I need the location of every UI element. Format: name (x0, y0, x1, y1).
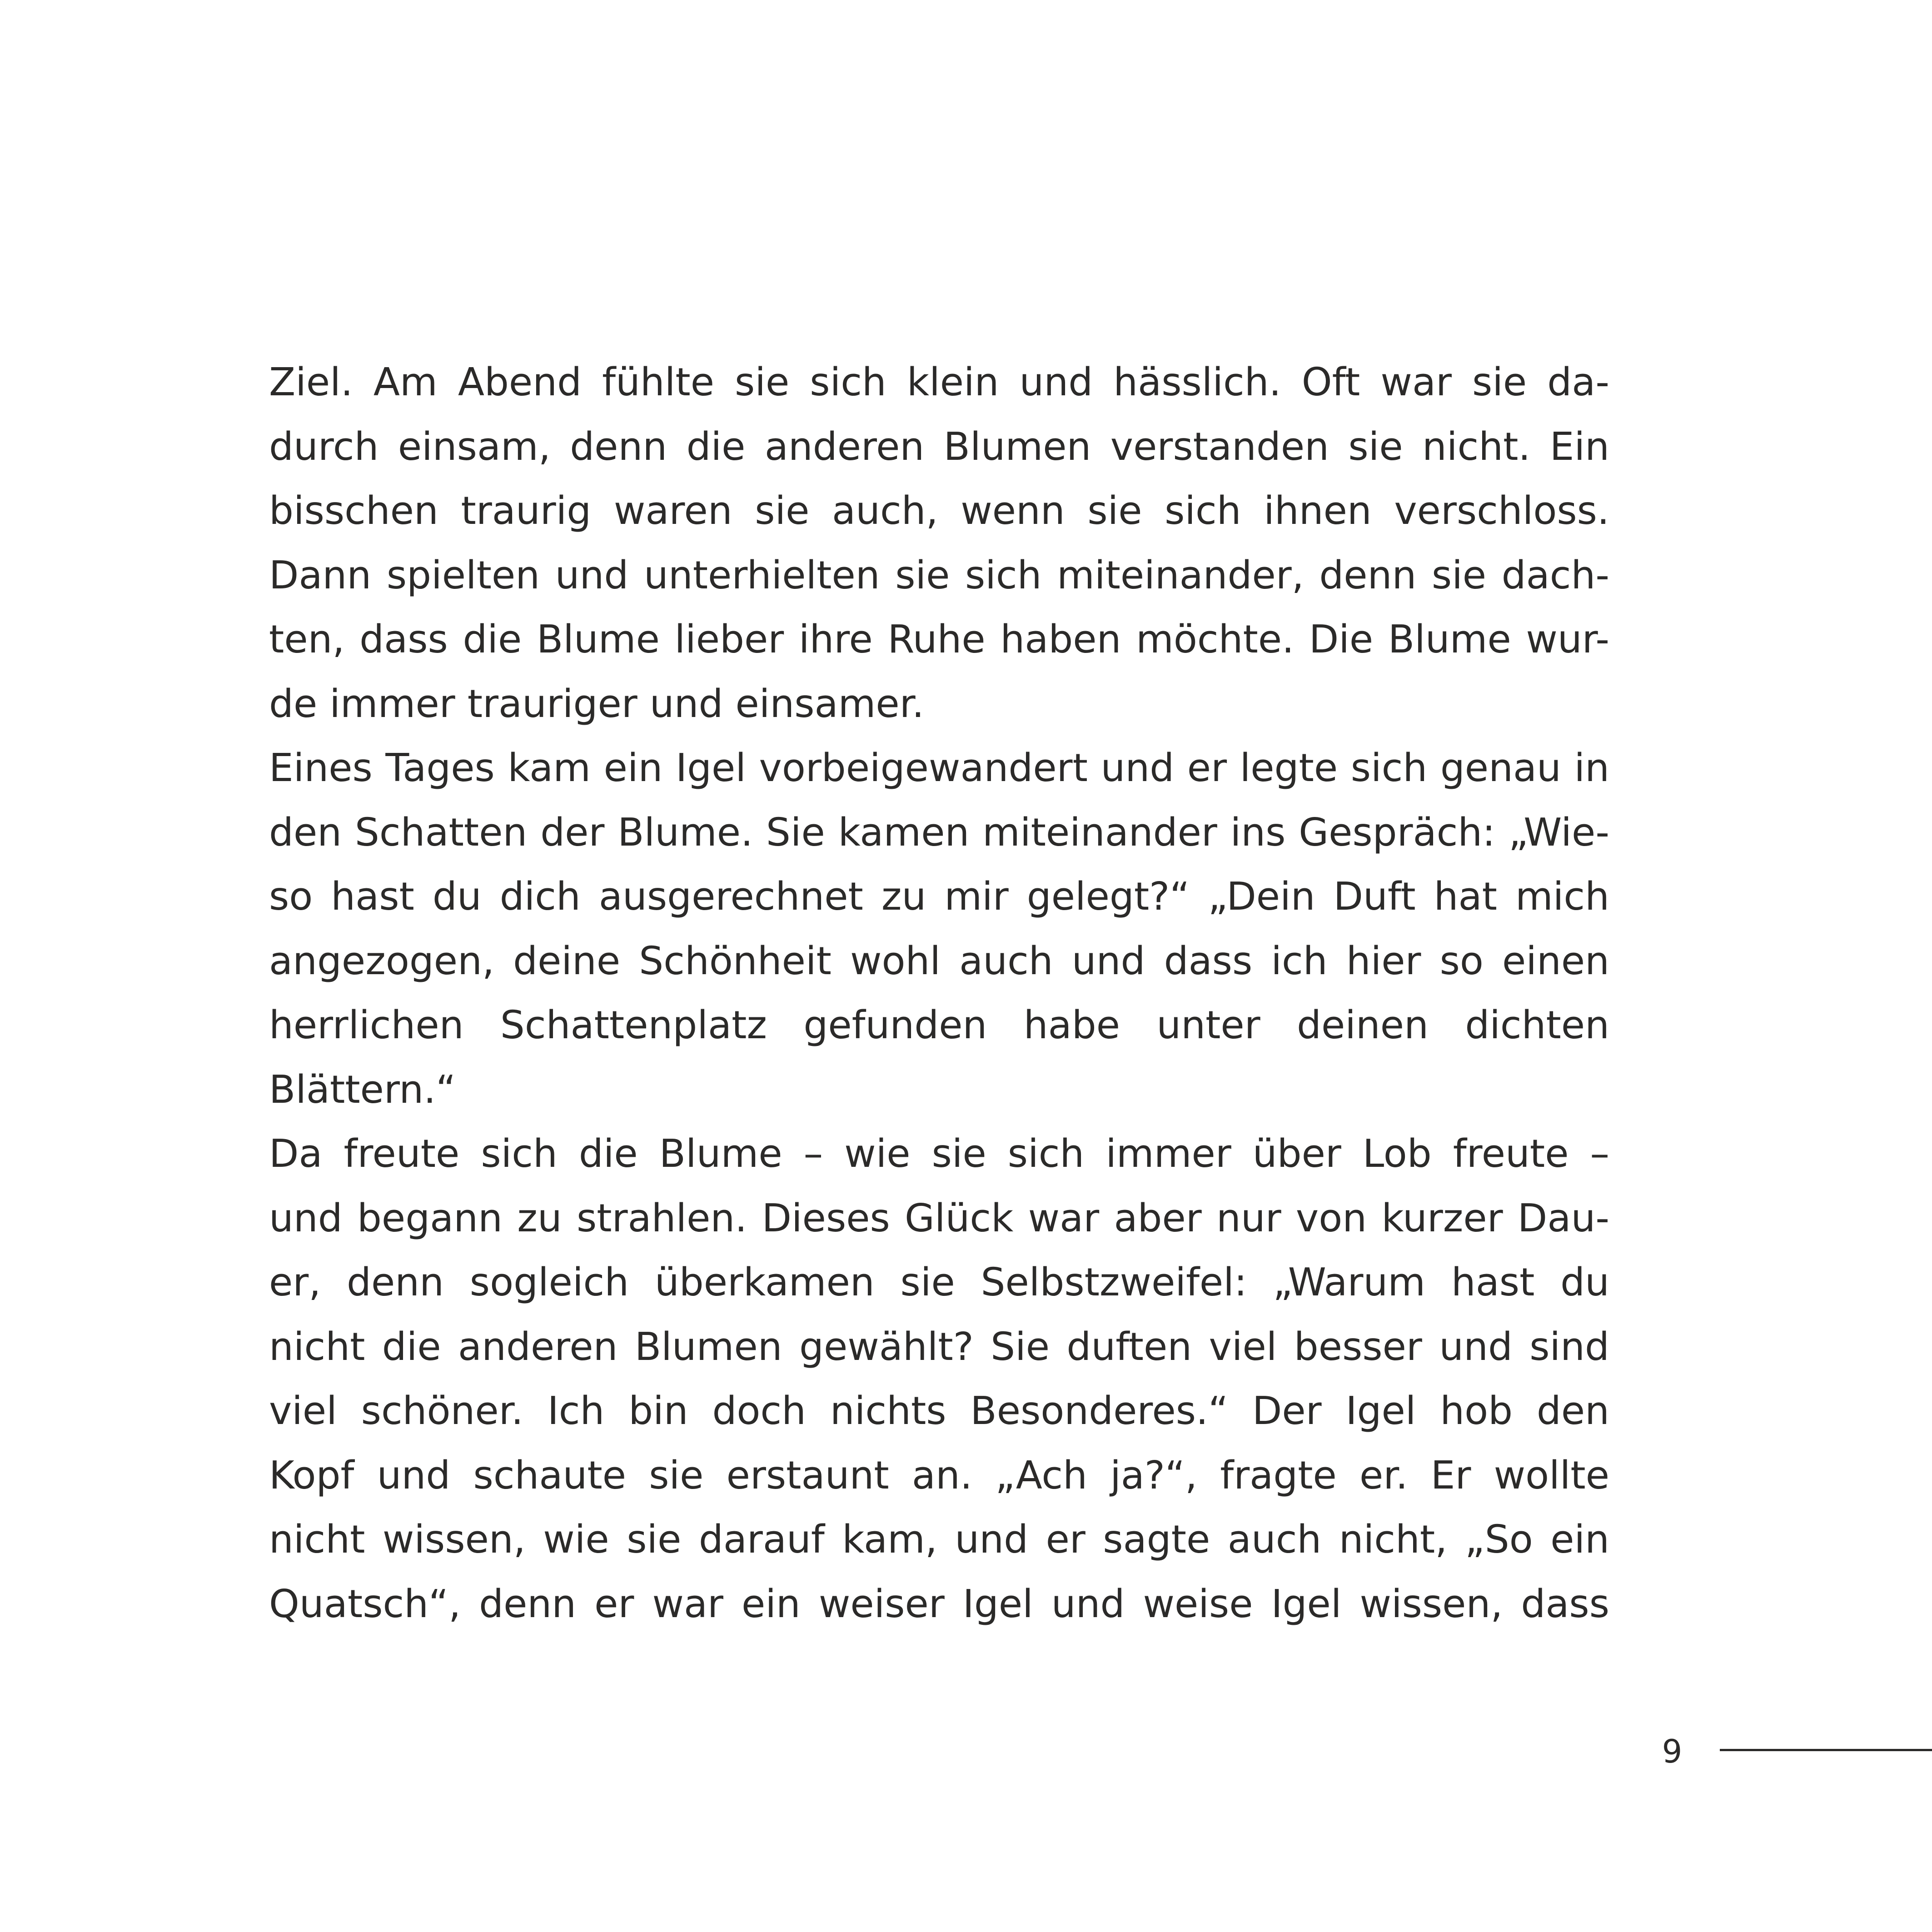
text-line: und begann zu strahlen. Dieses Glück war aber nur von kurzer Dau- (269, 1195, 1609, 1241)
text-line: den Schatten der Blume. Sie kamen miteinander ins Gespräch: „Wie- (269, 810, 1609, 855)
text-line: durch einsam, denn die anderen Blumen verstanden sie nicht. Ein (269, 424, 1609, 469)
text-line: bisschen traurig waren sie auch, wenn sie sich ihnen verschloss. (269, 488, 1609, 533)
page-number-rule (1720, 1749, 1932, 1751)
body-text (269, 350, 1609, 1636)
text-line: nicht die anderen Blumen gewählt? Sie duften viel besser und sind (269, 1324, 1609, 1369)
text-line: Blättern.“ (269, 1067, 456, 1112)
text-line: Dann spielten und unterhielten sie sich miteinander, denn sie dach- (269, 553, 1609, 598)
text-line: Ziel. Am Abend fühlte sie sich klein und hässlich. Oft war sie da- (269, 360, 1609, 405)
text-line: so hast du dich ausgerechnet zu mir gelegt?“ „Dein Duft hat mich (269, 874, 1609, 919)
text-line: nicht wissen, wie sie darauf kam, und er sagte auch nicht, „So ein (269, 1517, 1609, 1562)
text-line: ten, dass die Blume lieber ihre Ruhe haben möchte. Die Blume wur- (269, 617, 1609, 662)
text-line: de immer trauriger und einsamer. (269, 681, 924, 727)
text-line: er, denn sogleich überkamen sie Selbstzweifel: „Warum hast du (269, 1260, 1609, 1305)
text-line: Quatsch“, denn er war ein weiser Igel und weise Igel wissen, dass (269, 1581, 1609, 1627)
text-line: Da freute sich die Blume – wie sie sich immer über Lob freute – (269, 1131, 1609, 1176)
text-line: herrlichen Schattenplatz gefunden habe unter deinen dichten (269, 1003, 1609, 1048)
text-line: angezogen, deine Schönheit wohl auch und dass ich hier so einen (269, 938, 1609, 984)
text-line: Eines Tages kam ein Igel vorbeigewandert und er legte sich genau in (269, 746, 1609, 791)
text-line: viel schöner. Ich bin doch nichts Besonderes.“ Der Igel hob den (269, 1389, 1609, 1434)
text-line: Kopf und schaute sie erstaunt an. „Ach ja?“, fragte er. Er wollte (269, 1453, 1609, 1498)
page-number: 9 (1662, 1733, 1683, 1770)
